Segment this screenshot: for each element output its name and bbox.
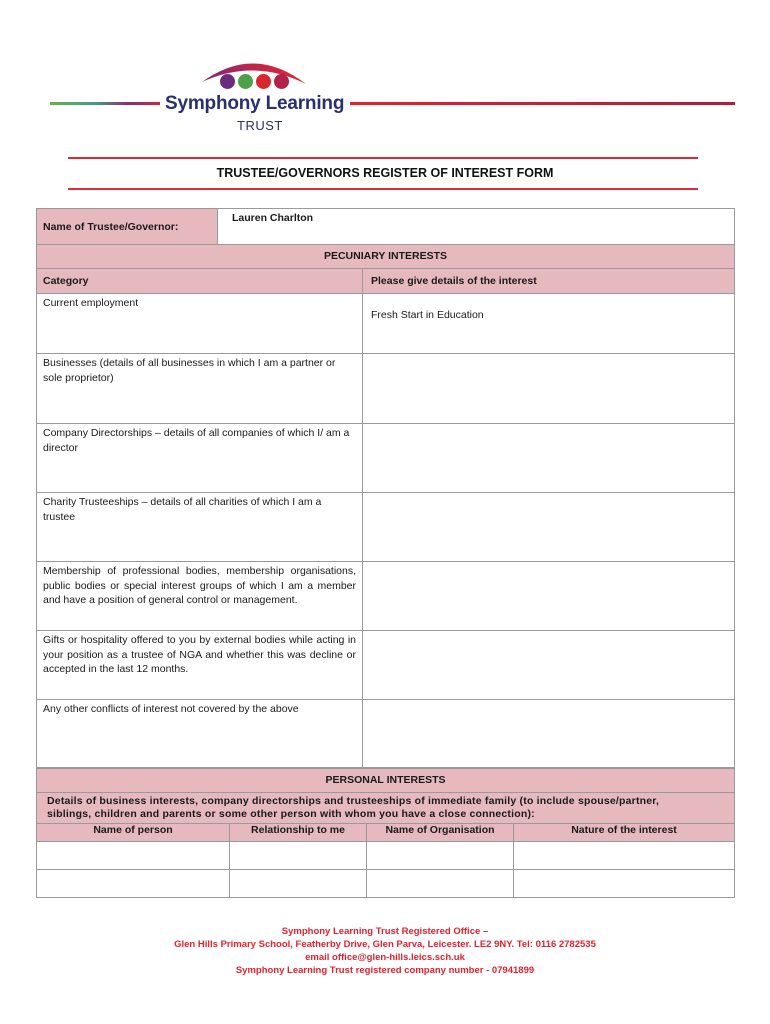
category-column-header: Category (37, 269, 363, 294)
table-row (37, 870, 735, 898)
table-row (37, 354, 735, 424)
brand-subtitle: TRUST (237, 118, 283, 133)
category-other-conflicts: Any other conflicts of interest not covered by the above (37, 700, 363, 768)
footer-email: email office@glen-hills.leics.sch.uk (305, 952, 465, 963)
personal-cell-organisation[interactable] (367, 842, 514, 870)
personal-cell-nature[interactable] (514, 842, 735, 870)
footer-address: Glen Hills Primary School, Featherby Drive, Glen Parva, Leicester. LE2 9NY. Tel: 0116 2782535 (174, 939, 596, 950)
footer (0, 925, 770, 977)
pecuniary-heading: PECUNIARY INTERESTS (37, 245, 735, 269)
trustee-name-field[interactable]: Lauren Charlton (218, 209, 735, 245)
category-company-directorships: Company Directorships – details of all companies of which I/ am a director (37, 424, 363, 493)
personal-intro-line2: siblings, children and parents or some other person with whom you have a close connection): (47, 808, 535, 820)
trustee-name-label: Name of Trustee/Governor: (37, 209, 218, 245)
col-relationship: Relationship to me (230, 824, 367, 842)
personal-cell-relationship[interactable] (230, 842, 367, 870)
brand-line-left (50, 102, 160, 105)
col-nature-of-interest: Nature of the interest (514, 824, 735, 842)
table-row (37, 294, 735, 354)
table-row (37, 842, 735, 870)
detail-other-conflicts[interactable] (363, 700, 735, 768)
detail-membership[interactable] (363, 562, 735, 631)
brand-line-right (350, 102, 735, 105)
table-row (37, 562, 735, 631)
category-businesses: Businesses (details of all businesses in which I am a partner or sole proprietor) (37, 354, 363, 424)
table-row (37, 424, 735, 493)
detail-company-directorships[interactable] (363, 424, 735, 493)
footer-office: Symphony Learning Trust Registered Office – (281, 926, 489, 937)
category-charity-trusteeships: Charity Trusteeships – details of all charities of which I am a trustee (37, 493, 363, 562)
pecuniary-table (36, 208, 735, 768)
personal-heading: PERSONAL INTERESTS (37, 769, 735, 793)
personal-cell-nature[interactable] (514, 870, 735, 898)
personal-interests-table (36, 768, 735, 898)
table-row (37, 700, 735, 768)
personal-cell-name[interactable] (37, 842, 230, 870)
footer-company-number: Symphony Learning Trust registered company number - 07941899 (235, 965, 535, 976)
brand-name: Symphony Learning (165, 93, 345, 114)
category-gifts-hospitality: Gifts or hospitality offered to you by external bodies while acting in your position as a trustee of NGA and whether this was decline or accepted in the last 12 months. (37, 631, 363, 700)
detail-current-employment[interactable]: Fresh Start in Education (363, 294, 735, 354)
personal-intro (37, 793, 735, 824)
personal-cell-relationship[interactable] (230, 870, 367, 898)
details-column-header: Please give details of the interest (363, 269, 735, 294)
category-current-employment: Current employment (37, 294, 363, 354)
detail-charity-trusteeships[interactable] (363, 493, 735, 562)
personal-cell-organisation[interactable] (367, 870, 514, 898)
col-name-of-person: Name of person (37, 824, 230, 842)
logo-dots (220, 74, 289, 89)
logo-dot-maroon (274, 74, 289, 89)
logo-dot-purple (220, 74, 235, 89)
personal-intro-line1: Details of business interests, company directorships and trusteeships of immediate family (to include spouse/partner, (47, 795, 660, 807)
title-rule-bottom (68, 188, 698, 190)
logo-dot-red (256, 74, 271, 89)
table-row (37, 631, 735, 700)
page-title: TRUSTEE/GOVERNORS REGISTER OF INTEREST FORM (216, 166, 554, 180)
detail-gifts-hospitality[interactable] (363, 631, 735, 700)
title-rule-top (68, 157, 698, 159)
table-row (37, 493, 735, 562)
detail-businesses[interactable] (363, 354, 735, 424)
logo-dot-green (238, 74, 253, 89)
personal-cell-name[interactable] (37, 870, 230, 898)
category-membership: Membership of professional bodies, membership organisations, public bodies or special interest groups of which I am a member and have a position of general control or management. (37, 562, 363, 631)
col-organisation: Name of Organisation (367, 824, 514, 842)
